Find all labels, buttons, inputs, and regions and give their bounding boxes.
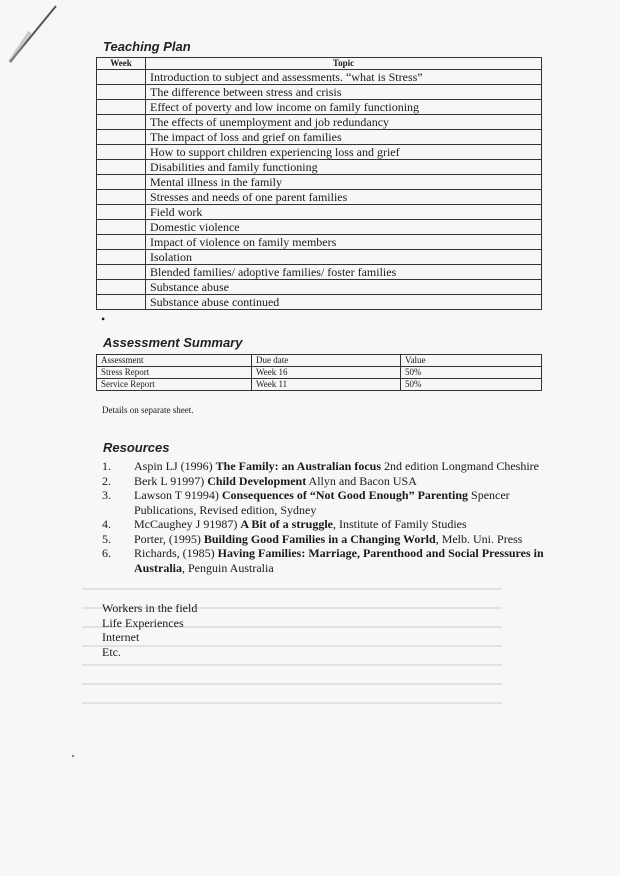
item-title: Child Development: [207, 473, 307, 488]
week-cell: [97, 130, 146, 145]
week-cell: [97, 265, 146, 280]
topic-cell: Isolation: [146, 250, 542, 265]
table-row: [97, 367, 542, 379]
list-item: [102, 459, 547, 474]
due-date-cell: Week 16: [252, 367, 401, 379]
week-cell: [97, 145, 146, 160]
table-row: [97, 205, 542, 220]
week-cell: [97, 115, 146, 130]
item-number: 1.: [102, 459, 111, 473]
table-row: [97, 100, 542, 115]
topic-cell: The effects of unemployment and job redundancy: [146, 115, 542, 130]
list-item: Etc.: [102, 644, 121, 659]
item-author-year: McCaughey J 91987): [134, 517, 241, 531]
topic-cell: Introduction to subject and assessments. “what is Stress”: [146, 70, 542, 85]
table-row: [97, 235, 542, 250]
item-number: 6.: [102, 546, 111, 560]
topic-cell: Mental illness in the family: [146, 175, 542, 190]
item-author-year: Richards, (1985): [134, 546, 218, 560]
week-cell: [97, 190, 146, 205]
table-row: [97, 280, 542, 295]
scan-speck: [72, 755, 74, 757]
value-column-header: Value: [401, 355, 542, 367]
assessment-summary-heading: Assessment Summary: [103, 335, 243, 350]
list-item: Workers in the field: [102, 601, 198, 615]
item-publisher: , Penguin Australia: [182, 560, 274, 575]
table-row: [97, 70, 542, 85]
item-title: Consequences of “Not Good Enough” Parenting: [221, 488, 469, 502]
week-cell: [97, 280, 146, 295]
item-title: Building Good Families in a Changing World: [203, 531, 436, 546]
week-cell: [97, 160, 146, 175]
table-row: [97, 175, 542, 190]
week-cell: [97, 250, 146, 265]
item-title: A Bit of a struggle: [240, 517, 333, 531]
table-row: [97, 250, 542, 265]
item-number: 4.: [102, 517, 111, 531]
item-author-year: Berk L 91997): [134, 473, 208, 488]
topic-cell: Blended families/ adoptive families/ foster families: [146, 265, 542, 280]
item-author-year: Lawson T 91994): [134, 488, 222, 502]
item-publisher: 2nd edition Longmand Cheshire: [381, 459, 540, 473]
item-number: 3.: [102, 488, 111, 502]
table-header-row: [97, 58, 542, 70]
bullet: •: [101, 312, 106, 326]
corner-scan-mark: [8, 0, 68, 70]
teaching-plan-heading: Teaching Plan: [103, 39, 191, 54]
week-cell: [97, 175, 146, 190]
table-row: [97, 130, 542, 145]
topic-column-header: Topic: [146, 58, 542, 70]
list-item: [102, 546, 547, 575]
item-publisher: , Institute of Family Studies: [333, 517, 467, 531]
topic-cell: Disabilities and family functioning: [146, 160, 542, 175]
resources-list: [102, 459, 547, 575]
assessment-name-cell: Stress Report: [97, 367, 252, 379]
list-item: Life Experiences: [102, 615, 184, 630]
table-header-row: [97, 355, 542, 367]
topic-cell: Domestic violence: [146, 220, 542, 235]
table-row: [97, 220, 542, 235]
list-item: [102, 474, 547, 489]
list-item: [102, 532, 547, 547]
topic-cell: Stresses and needs of one parent families: [146, 190, 542, 205]
topic-cell: The impact of loss and grief on families: [146, 130, 542, 145]
table-row: [97, 295, 542, 310]
item-publisher: Allyn and Bacon USA: [306, 473, 417, 488]
table-row: [97, 379, 542, 391]
week-column-header: Week: [97, 58, 146, 70]
topic-cell: Substance abuse: [146, 280, 542, 295]
topic-cell: Impact of violence on family members: [146, 235, 542, 250]
table-row: [97, 115, 542, 130]
week-cell: [97, 235, 146, 250]
topic-cell: The difference between stress and crisis: [146, 85, 542, 100]
list-item: [102, 517, 547, 532]
due-date-cell: Week 11: [252, 379, 401, 391]
table-row: [97, 85, 542, 100]
assessment-table: [96, 354, 542, 391]
item-author-year: Porter, (1995): [134, 531, 204, 546]
assessment-column-header: Assessment: [97, 355, 252, 367]
item-title: Having Families: Marriage, Parenthood and Social Pressures in Australia: [134, 546, 544, 575]
week-cell: [97, 85, 146, 100]
due-date-column-header: Due date: [252, 355, 401, 367]
topic-cell: Effect of poverty and low income on family functioning: [146, 100, 542, 115]
table-row: [97, 160, 542, 175]
value-cell: 50%: [401, 379, 542, 391]
item-title: The Family: an Australian focus: [215, 459, 382, 473]
value-cell: 50%: [401, 367, 542, 379]
list-item: [102, 488, 547, 517]
assessment-name-cell: Service Report: [97, 379, 252, 391]
topic-cell: Substance abuse continued: [146, 295, 542, 310]
other-resources-list: [102, 601, 197, 659]
item-publisher: , Melb. Uni. Press: [435, 531, 523, 546]
item-number: 2.: [102, 473, 111, 488]
details-note: Details on separate sheet.: [102, 405, 194, 415]
week-cell: [97, 100, 146, 115]
assessment-body: [97, 367, 542, 391]
resources-heading: Resources: [103, 440, 170, 455]
list-item: Internet: [102, 630, 140, 645]
topic-cell: Field work: [146, 205, 542, 220]
topic-cell: How to support children experiencing loss and grief: [146, 145, 542, 160]
table-row: [97, 190, 542, 205]
item-author-year: Aspin LJ (1996): [134, 459, 216, 473]
table-row: [97, 265, 542, 280]
teaching-plan-body: [97, 70, 542, 310]
teaching-plan-table: [96, 57, 542, 310]
item-number: 5.: [102, 531, 111, 546]
week-cell: [97, 295, 146, 310]
week-cell: [97, 205, 146, 220]
table-row: [97, 145, 542, 160]
week-cell: [97, 220, 146, 235]
item-publisher: Spencer Publications, Revised edition, Sydney: [134, 488, 510, 517]
week-cell: [97, 70, 146, 85]
